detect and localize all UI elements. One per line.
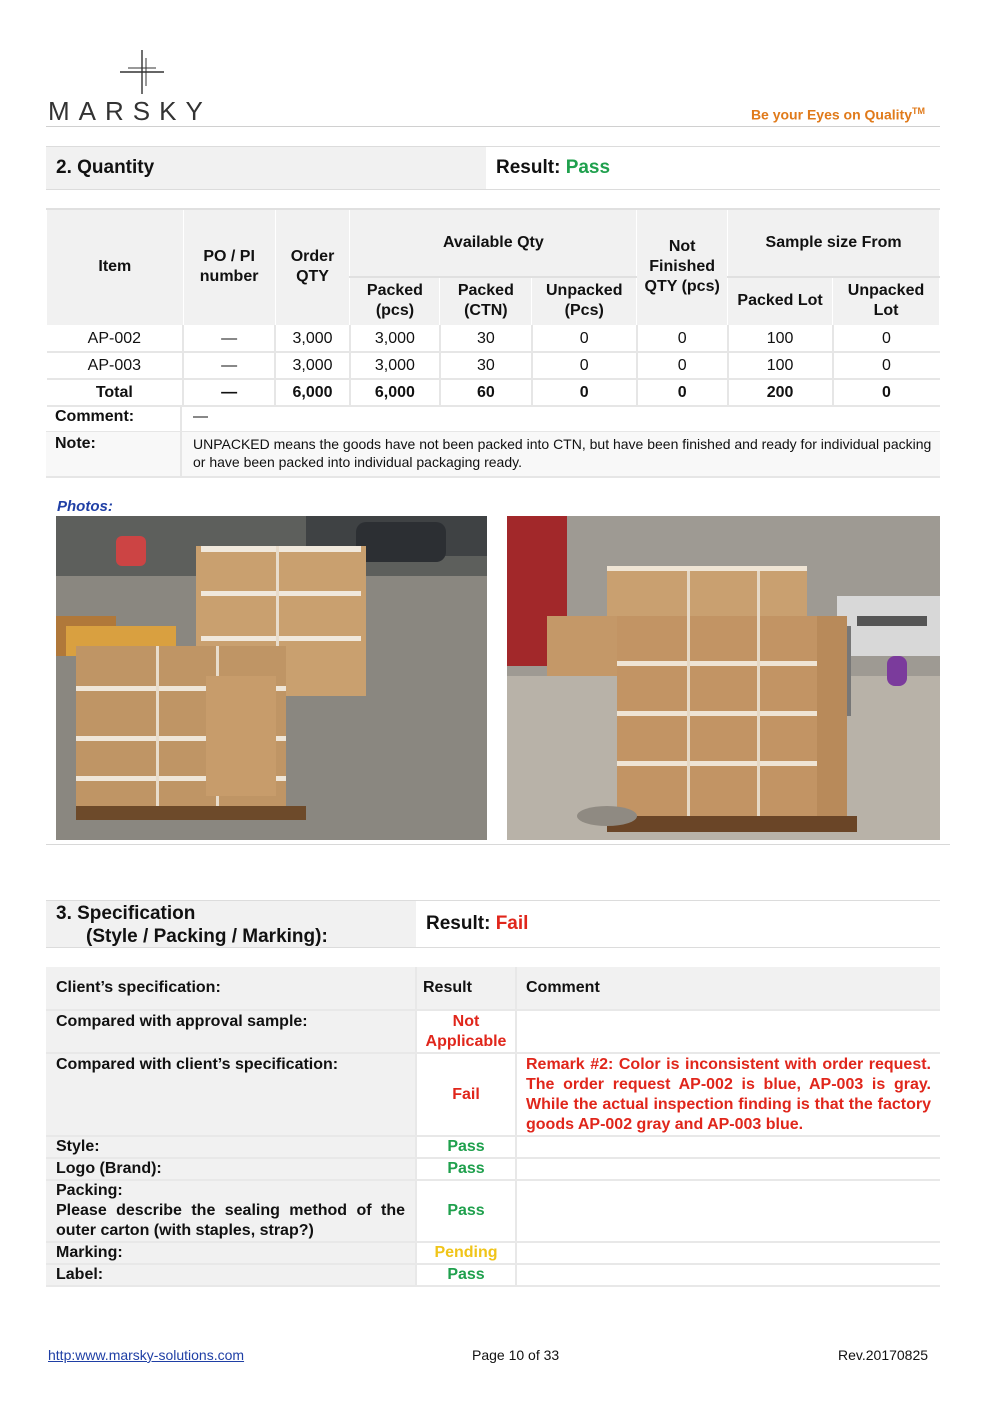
comment-label: Comment: <box>46 405 182 431</box>
spec-result: Pass <box>416 1264 516 1286</box>
table-row <box>47 352 940 379</box>
note-value: UNPACKED means the goods have not been packed into CTN, but have been finished and ready for individual packing or have been packed into individual packaging ready. <box>193 436 932 470</box>
cell-item: AP-003 <box>47 352 184 379</box>
cell-packed-lot: 100 <box>728 325 833 352</box>
spec-label: Packing: <box>56 1182 123 1199</box>
specification-title-line2: (Style / Packing / Marking): <box>86 926 328 947</box>
spec-comment: Remark #2: Color is inconsistent with order request. The order request AP-002 is blue, AP-003 is gray. While the actual inspection finding is that the factory goods AP-002 gray and AP-003 blue. <box>516 1053 940 1136</box>
cell-packed-ctn: 30 <box>440 352 532 379</box>
cell-packed-pcs: 3,000 <box>350 325 440 352</box>
cell-total-packed-pcs: 6,000 <box>350 379 440 406</box>
cell-total-order-qty: 6,000 <box>275 379 350 406</box>
cell-not-finished: 0 <box>637 325 728 352</box>
table-row <box>46 1053 940 1136</box>
header-comment: Comment <box>516 967 940 1010</box>
logo-cross-mark <box>118 48 166 96</box>
spec-result: Fail <box>416 1053 516 1136</box>
tagline-text: Be your Eyes on Quality <box>750 106 912 123</box>
quantity-result-value: Pass <box>565 157 611 178</box>
cell-total-unpacked-pcs: 0 <box>532 379 637 406</box>
cell-packed-lot: 100 <box>728 352 833 379</box>
spec-comment <box>516 1158 940 1180</box>
cell-item: AP-002 <box>47 325 184 352</box>
cell-unpacked-pcs: 0 <box>532 352 637 379</box>
spec-header-row <box>46 967 940 1010</box>
cell-unpacked-lot: 0 <box>833 352 940 379</box>
header-packed-lot: Packed Lot <box>728 277 833 325</box>
spec-result: Pass <box>416 1158 516 1180</box>
note-label: Note: <box>46 432 182 476</box>
header-unpacked-pcs: Unpacked (Pcs) <box>532 277 637 325</box>
header-divider <box>46 126 940 127</box>
cell-total-packed-ctn: 60 <box>440 379 532 406</box>
cell-not-finished: 0 <box>637 352 728 379</box>
photo-cartons-on-pallet-2 <box>507 516 940 840</box>
spec-comment <box>516 1136 940 1158</box>
comment-row <box>46 405 940 433</box>
spec-result: Pending <box>416 1242 516 1264</box>
specification-result-label: Result: <box>426 913 491 934</box>
quantity-result-label: Result: <box>496 157 561 178</box>
spec-label: Style: <box>46 1136 416 1158</box>
spec-label: Logo (Brand): <box>46 1158 416 1180</box>
spec-result: Not Applicable <box>416 1010 516 1053</box>
table-row <box>46 1180 940 1242</box>
table-row <box>46 1158 940 1180</box>
revision-label: Rev.20170825 <box>838 1347 929 1363</box>
tagline <box>751 106 925 123</box>
header-item: Item <box>47 209 184 325</box>
specification-title-line1: 3. Specification <box>56 903 196 924</box>
spec-comment <box>516 1264 940 1286</box>
header-order-qty: Order QTY <box>275 209 350 325</box>
quantity-section-header <box>46 146 940 190</box>
spec-label: Compared with approval sample: <box>46 1010 416 1053</box>
header-po-number: PO / PI number <box>183 209 275 325</box>
cell-po: — <box>183 325 275 352</box>
specification-result-value: Fail <box>495 913 529 934</box>
header-available-qty: Available Qty <box>350 209 637 277</box>
trademark-mark: TM <box>912 106 925 116</box>
photos-divider <box>46 844 950 845</box>
quantity-table <box>46 208 940 407</box>
cell-total-packed-lot: 200 <box>728 379 833 406</box>
quantity-title: 2. Quantity <box>56 157 155 178</box>
spec-label: Label: <box>46 1264 416 1286</box>
specification-table <box>46 967 940 1287</box>
footer-website-link[interactable]: http:www.marsky-solutions.com <box>48 1347 245 1363</box>
cell-order-qty: 3,000 <box>275 352 350 379</box>
cell-order-qty: 3,000 <box>275 325 350 352</box>
specification-section-header <box>46 900 940 948</box>
spec-label-detail: Please describe the sealing method of the outer carton (with staples, strap?) <box>56 1202 405 1239</box>
cell-unpacked-pcs: 0 <box>532 325 637 352</box>
cell-po: — <box>183 352 275 379</box>
cell-unpacked-lot: 0 <box>833 325 940 352</box>
photos-label: Photos: <box>57 498 113 515</box>
spec-comment <box>516 1242 940 1264</box>
cell-total-label: Total <box>47 379 184 406</box>
cell-packed-pcs: 3,000 <box>350 352 440 379</box>
specification-result <box>426 913 528 935</box>
comment-value: — <box>193 408 208 425</box>
header-result: Result <box>416 967 516 1010</box>
specification-result-cell <box>416 901 940 947</box>
total-row <box>47 379 940 406</box>
spec-comment <box>516 1010 940 1053</box>
cell-total-unpacked-lot: 0 <box>833 379 940 406</box>
header-packed-ctn: Packed (CTN) <box>440 277 532 325</box>
header-sample-size-from: Sample size From <box>728 209 940 277</box>
table-row <box>46 1136 940 1158</box>
table-row <box>47 325 940 352</box>
spec-comment <box>516 1180 940 1242</box>
spec-result: Pass <box>416 1136 516 1158</box>
brand-wordmark: MARSKY <box>48 96 212 126</box>
note-row <box>46 432 940 478</box>
quantity-result <box>496 157 610 179</box>
header-not-finished-qty: Not Finished QTY (pcs) <box>637 209 728 325</box>
header-client-spec: Client’s specification: <box>46 967 416 1010</box>
page-number: Page 10 of 33 <box>472 1347 560 1363</box>
brand-logo <box>48 96 248 124</box>
table-row <box>46 1264 940 1286</box>
cell-total-po: — <box>183 379 275 406</box>
spec-result: Pass <box>416 1180 516 1242</box>
header-unpacked-lot: Unpacked Lot <box>833 277 940 325</box>
header-packed-pcs: Packed (pcs) <box>350 277 440 325</box>
cell-total-not-finished: 0 <box>637 379 728 406</box>
specification-title <box>56 902 328 948</box>
spec-label-packing <box>46 1180 416 1242</box>
photo-cartons-on-pallet-1 <box>56 516 487 840</box>
spec-label: Compared with client’s specification: <box>46 1053 416 1136</box>
table-row <box>46 1242 940 1264</box>
table-row <box>46 1010 940 1053</box>
cell-packed-ctn: 30 <box>440 325 532 352</box>
spec-label: Marking: <box>46 1242 416 1264</box>
quantity-result-cell <box>486 147 940 189</box>
